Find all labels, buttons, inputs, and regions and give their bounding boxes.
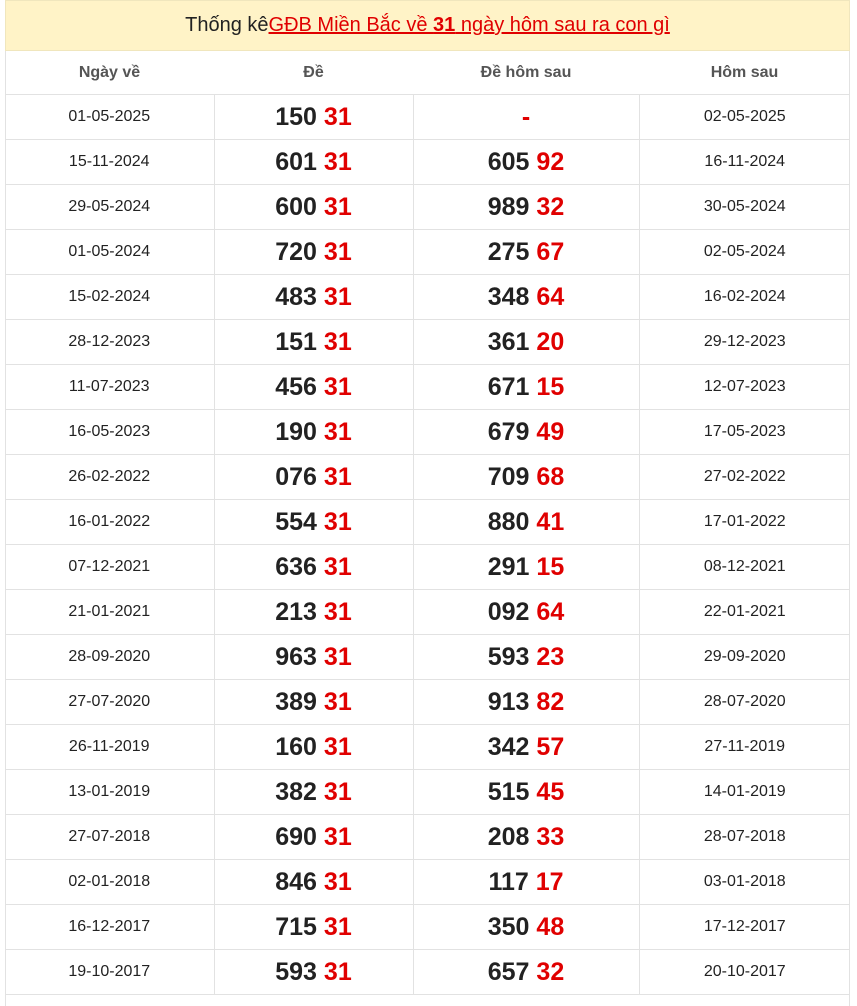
cell-de [214,500,413,545]
next-prefix: 208 [487,822,530,851]
de-prefix: 456 [275,372,317,401]
table-row [5,500,850,545]
cell-de-hom-sau [413,680,639,725]
next-suffix: 48 [536,912,565,941]
cell-date: 21-01-2021 [5,590,214,635]
cell-date: 11-07-2023 [5,365,214,410]
cell-next-date: 27-11-2019 [639,725,850,770]
cell-de [214,140,413,185]
de-prefix: 213 [275,597,317,626]
next-prefix: 350 [487,912,530,941]
cell-de [214,545,413,590]
cell-next-date: 14-01-2019 [639,770,850,815]
de-suffix: 31 [323,192,352,221]
cell-de-hom-sau [413,815,639,860]
cell-next-date: 28-07-2020 [639,680,850,725]
de-prefix: 600 [275,192,317,221]
table-row [5,680,850,725]
cell-de [214,950,413,995]
cell-de-hom-sau [413,365,639,410]
cell-next-date: 22-01-2021 [639,590,850,635]
table-header-row [5,51,850,95]
cell-next-date: 16-02-2024 [639,275,850,320]
page-title [5,0,850,51]
cell-de [214,95,413,140]
de-suffix: 31 [323,102,352,131]
table-row [5,455,850,500]
de-suffix: 31 [323,642,352,671]
next-prefix: 593 [487,642,530,671]
cell-date: 01-05-2025 [5,95,214,140]
de-suffix: 31 [323,822,352,851]
cell-de [214,590,413,635]
cell-de-hom-sau [413,860,639,905]
next-suffix: 15 [536,372,565,401]
cell-date: 29-05-2024 [5,185,214,230]
cell-date: 15-11-2024 [5,140,214,185]
cell-next-date: 17-05-2023 [639,410,850,455]
cell-next-date: 16-11-2024 [639,140,850,185]
de-prefix: 963 [275,642,317,671]
de-prefix: 160 [275,732,317,761]
table-right-border [849,51,850,1006]
next-suffix: 41 [536,507,565,536]
table-row [5,95,850,140]
cell-date: 19-10-2017 [5,950,214,995]
de-prefix: 636 [275,552,317,581]
cell-de [214,365,413,410]
next-suffix: 68 [536,462,565,491]
next-prefix: 117 [488,867,529,896]
cell-de-hom-sau [413,770,639,815]
cell-date: 26-02-2022 [5,455,214,500]
cell-de [214,635,413,680]
de-suffix: 31 [323,282,352,311]
title-link[interactable] [269,14,670,37]
cell-de-hom-sau [413,95,639,140]
de-prefix: 720 [275,237,317,266]
cell-de-hom-sau [413,275,639,320]
cell-de [214,320,413,365]
table-row [5,590,850,635]
cell-de [214,905,413,950]
cell-date: 16-01-2022 [5,500,214,545]
cell-de-hom-sau [413,140,639,185]
de-prefix: 190 [275,417,317,446]
cell-next-date: 17-01-2022 [639,500,850,545]
next-prefix: 989 [487,192,530,221]
de-suffix: 31 [323,912,352,941]
de-suffix: 31 [323,507,352,536]
cell-date: 28-12-2023 [5,320,214,365]
cell-de-hom-sau [413,455,639,500]
cell-de [214,410,413,455]
table-row [5,725,850,770]
next-prefix: 348 [487,282,530,311]
title-prefix: Thống kê [185,14,269,36]
cell-de-hom-sau [413,635,639,680]
cell-next-date: 08-12-2021 [639,545,850,590]
de-prefix: 690 [275,822,317,851]
cell-de-hom-sau [413,725,639,770]
de-prefix: 382 [275,777,317,806]
de-prefix: 150 [275,102,317,131]
de-suffix: 31 [323,552,352,581]
cell-next-date: 30-05-2024 [639,185,850,230]
table-row [5,230,850,275]
next-suffix: 82 [536,687,565,716]
de-prefix: 601 [275,147,317,176]
cell-date: 13-01-2019 [5,770,214,815]
cell-de [214,680,413,725]
next-suffix: 45 [536,777,565,806]
next-prefix: 657 [487,957,530,986]
cell-next-date: 29-09-2020 [639,635,850,680]
de-prefix: 076 [275,462,317,491]
header-de: Đề [214,51,413,95]
table-row [5,140,850,185]
next-suffix: 57 [536,732,565,761]
next-prefix: 880 [487,507,530,536]
cell-de [214,455,413,500]
cell-de-hom-sau [413,950,639,995]
table-body [5,95,850,995]
table-row [5,860,850,905]
cell-de-hom-sau [413,545,639,590]
next-suffix: 64 [536,282,565,311]
header-de-hom-sau: Đề hôm sau [413,51,639,95]
next-suffix: 23 [536,642,565,671]
next-prefix: 515 [487,777,530,806]
de-suffix: 31 [323,867,352,896]
next-prefix: 092 [487,597,530,626]
cell-next-date: 27-02-2022 [639,455,850,500]
title-link-suffix: ngày hôm sau ra con gì [455,14,670,36]
next-prefix: 291 [487,552,530,581]
cell-next-date: 03-01-2018 [639,860,850,905]
de-prefix: 593 [275,957,317,986]
next-prefix: 342 [487,732,530,761]
table-row [5,950,850,995]
de-prefix: 846 [275,867,317,896]
cell-next-date: 02-05-2024 [639,230,850,275]
next-prefix: 913 [487,687,530,716]
next-suffix: 32 [536,957,565,986]
de-prefix: 483 [275,282,317,311]
de-suffix: 31 [323,372,352,401]
next-prefix: 709 [487,462,530,491]
cell-de [214,725,413,770]
cell-date: 16-12-2017 [5,905,214,950]
cell-de [214,770,413,815]
table-row [5,185,850,230]
next-prefix: 605 [487,147,530,176]
next-prefix: 679 [487,417,530,446]
results-table [5,51,850,995]
next-empty: - [521,102,531,131]
next-prefix: 361 [487,327,530,356]
table-row [5,320,850,365]
stats-container [5,0,850,995]
cell-date: 02-01-2018 [5,860,214,905]
cell-de-hom-sau [413,905,639,950]
cell-next-date: 20-10-2017 [639,950,850,995]
table-row [5,545,850,590]
cell-de [214,815,413,860]
cell-de-hom-sau [413,500,639,545]
cell-de [214,230,413,275]
table-row [5,815,850,860]
next-suffix: 49 [536,417,565,446]
table-row [5,365,850,410]
next-suffix: 20 [536,327,565,356]
cell-next-date: 29-12-2023 [639,320,850,365]
cell-de [214,185,413,230]
de-suffix: 31 [323,237,352,266]
de-suffix: 31 [323,687,352,716]
de-suffix: 31 [323,417,352,446]
cell-date: 27-07-2020 [5,680,214,725]
cell-de-hom-sau [413,320,639,365]
cell-date: 15-02-2024 [5,275,214,320]
cell-de-hom-sau [413,410,639,455]
cell-next-date: 28-07-2018 [639,815,850,860]
cell-next-date: 17-12-2017 [639,905,850,950]
de-suffix: 31 [323,147,352,176]
cell-date: 01-05-2024 [5,230,214,275]
next-suffix: 17 [535,867,564,896]
next-suffix: 92 [536,147,565,176]
cell-date: 27-07-2018 [5,815,214,860]
de-prefix: 389 [275,687,317,716]
cell-date: 26-11-2019 [5,725,214,770]
de-prefix: 715 [275,912,317,941]
table-left-border [5,51,6,1006]
de-suffix: 31 [323,957,352,986]
next-suffix: 33 [536,822,565,851]
table-row [5,770,850,815]
next-suffix: 15 [536,552,565,581]
title-link-text: GĐB Miền Bắc về [268,14,434,36]
table-row [5,275,850,320]
cell-de-hom-sau [413,590,639,635]
cell-next-date: 02-05-2025 [639,95,850,140]
next-suffix: 67 [536,237,565,266]
header-hom-sau: Hôm sau [639,51,850,95]
cell-de-hom-sau [413,230,639,275]
title-link-number: 31 [433,14,456,36]
de-prefix: 554 [275,507,317,536]
cell-de [214,860,413,905]
de-prefix: 151 [275,327,317,356]
next-prefix: 671 [487,372,530,401]
cell-de-hom-sau [413,185,639,230]
cell-next-date: 12-07-2023 [639,365,850,410]
next-suffix: 32 [536,192,565,221]
cell-date: 07-12-2021 [5,545,214,590]
cell-date: 16-05-2023 [5,410,214,455]
next-suffix: 64 [536,597,565,626]
table-row [5,905,850,950]
table-row [5,410,850,455]
next-prefix: 275 [487,237,530,266]
cell-date: 28-09-2020 [5,635,214,680]
header-ngay-ve: Ngày về [5,51,214,95]
table-row [5,635,850,680]
de-suffix: 31 [323,327,352,356]
de-suffix: 31 [323,597,352,626]
de-suffix: 31 [323,732,352,761]
de-suffix: 31 [323,777,352,806]
de-suffix: 31 [323,462,352,491]
cell-de [214,275,413,320]
